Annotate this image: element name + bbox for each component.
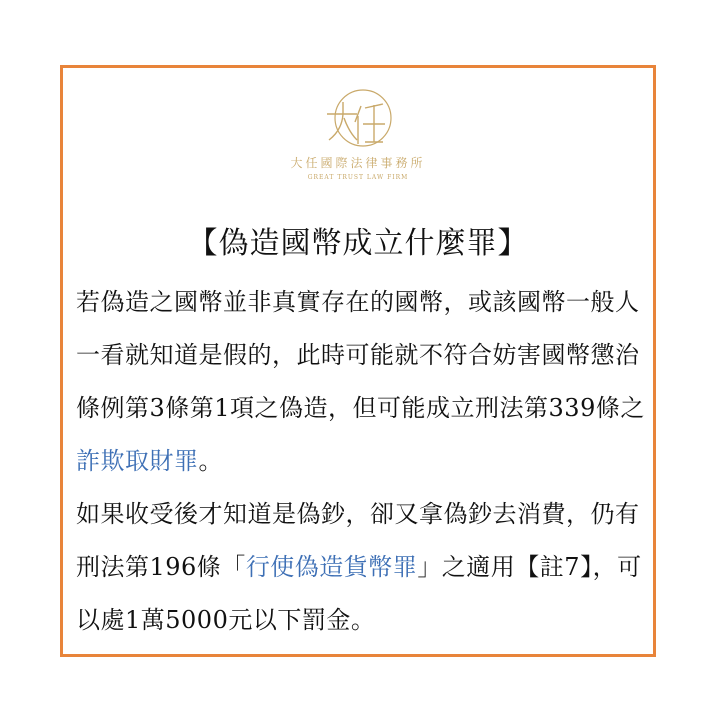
- paragraph-1: [76, 276, 651, 488]
- paragraph-2-text: 如果收受後才知道是偽鈔，卻又拿偽鈔去消費，仍有刑法第196條「: [76, 500, 640, 581]
- paragraph-2-end: 」之適用【註7】，可以處1萬5000元以下罰金。: [76, 553, 642, 634]
- page-title: 【偽造國幣成立什麼罪】: [187, 226, 529, 261]
- highlight-counterfeit-currency-crime: 行使偽造貨幣罪: [245, 553, 418, 581]
- firm-name-english: GREAT TRUST LAW FIRM: [307, 174, 409, 181]
- firm-logo: [63, 88, 653, 181]
- paragraph-1-end: 。: [198, 447, 223, 475]
- firm-logo-mark-icon: [323, 88, 393, 152]
- paragraph-2: [76, 488, 651, 647]
- highlight-fraud-crime: 詐欺取財罪: [76, 447, 199, 475]
- firm-name-chinese: 大任國際法律事務所: [290, 156, 426, 170]
- article-body: [76, 276, 651, 647]
- paragraph-1-text: 若偽造之國幣並非真實存在的國幣，或該國幣一般人一看就知道是假的，此時可能就不符合妨害國幣懲治條例第3條第1項之偽造，但可能成立刑法第339條之: [76, 288, 645, 422]
- content-card: [60, 65, 656, 657]
